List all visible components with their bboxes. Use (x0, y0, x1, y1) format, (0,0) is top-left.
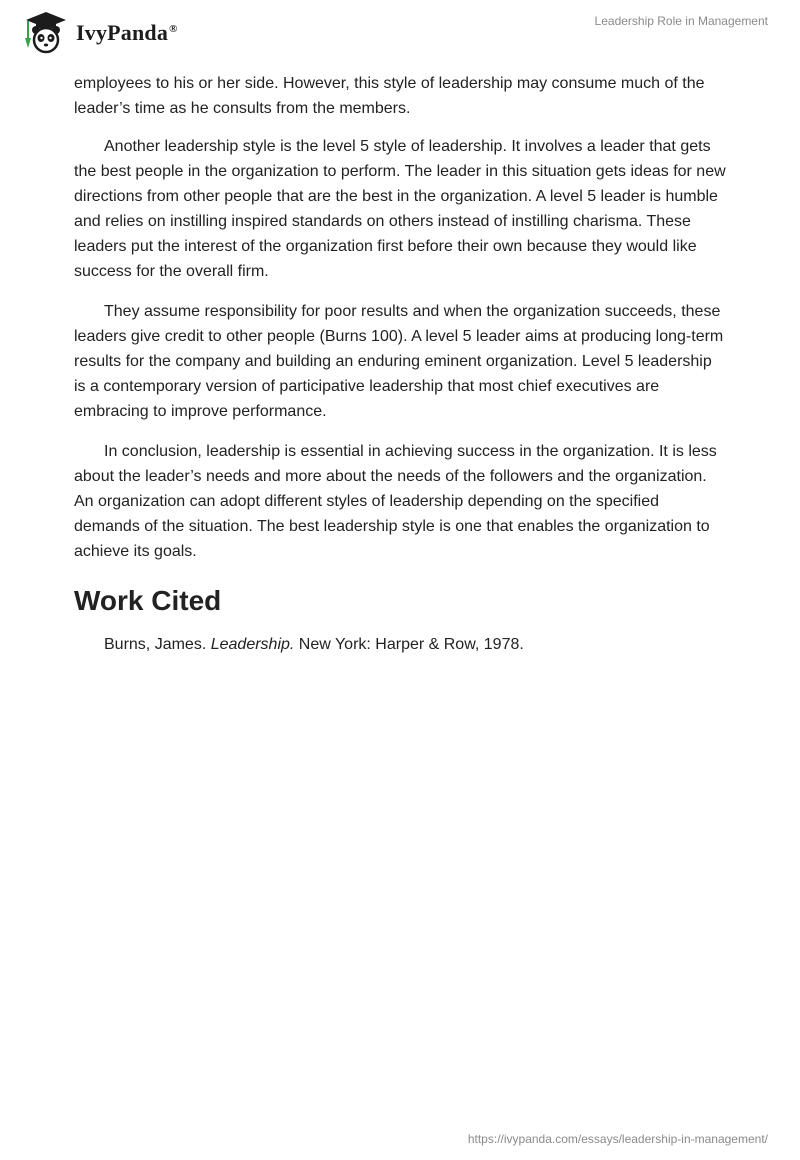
running-title: Leadership Role in Management (594, 14, 768, 28)
registered-mark: ® (169, 22, 178, 35)
citation-author: Burns, James. (104, 636, 207, 653)
paragraph: employees to his or her side. However, this style of leadership may consume much of the leader’s time as he consults from the members. (74, 75, 705, 117)
paragraph: Another leadership style is the level 5 style of leadership. It involves a leader that gets the best people in the organization to perform. The leader in this situation gets ideas for new directions from other people that are the best in the organization. A level 5 leader is humble and relies on instilling inspired standards on others instead of instilling charisma. These leaders put the interest of the organization first before their own because they would like success for the overall firm. (74, 138, 726, 280)
ivypanda-logo[interactable] (16, 8, 196, 56)
source-url[interactable]: https://ivypanda.com/essays/leadership-in-management/ (467, 1132, 768, 1146)
essay-body (74, 71, 726, 657)
page-header (0, 0, 800, 64)
citation-publisher: New York: Harper & Row, 1978. (298, 636, 524, 653)
citation-entry (74, 632, 726, 657)
panda-graduation-cap-icon (16, 8, 72, 56)
paragraph: In conclusion, leadership is essential in achieving success in the organization. It is less about the leader’s needs and more about the needs of the followers and the organization. An organization can adopt different styles of leadership depending on the specified demands of the situation. The best leadership style is one that enables the organization to achieve its goals. (74, 443, 717, 560)
brand-name: IvyPanda® (76, 20, 178, 45)
paragraph: They assume responsibility for poor results and when the organization succeeds, these leaders give credit to other people (Burns 100). A level 5 leader aims at producing long-term results for the company and building an enduring eminent organization. Level 5 leadership is a contemporary version of participative leadership that most chief executives are embracing to improve performance. (74, 303, 724, 420)
works-cited-heading: Work Cited (74, 585, 222, 616)
citation-title: Leadership. (210, 636, 295, 653)
